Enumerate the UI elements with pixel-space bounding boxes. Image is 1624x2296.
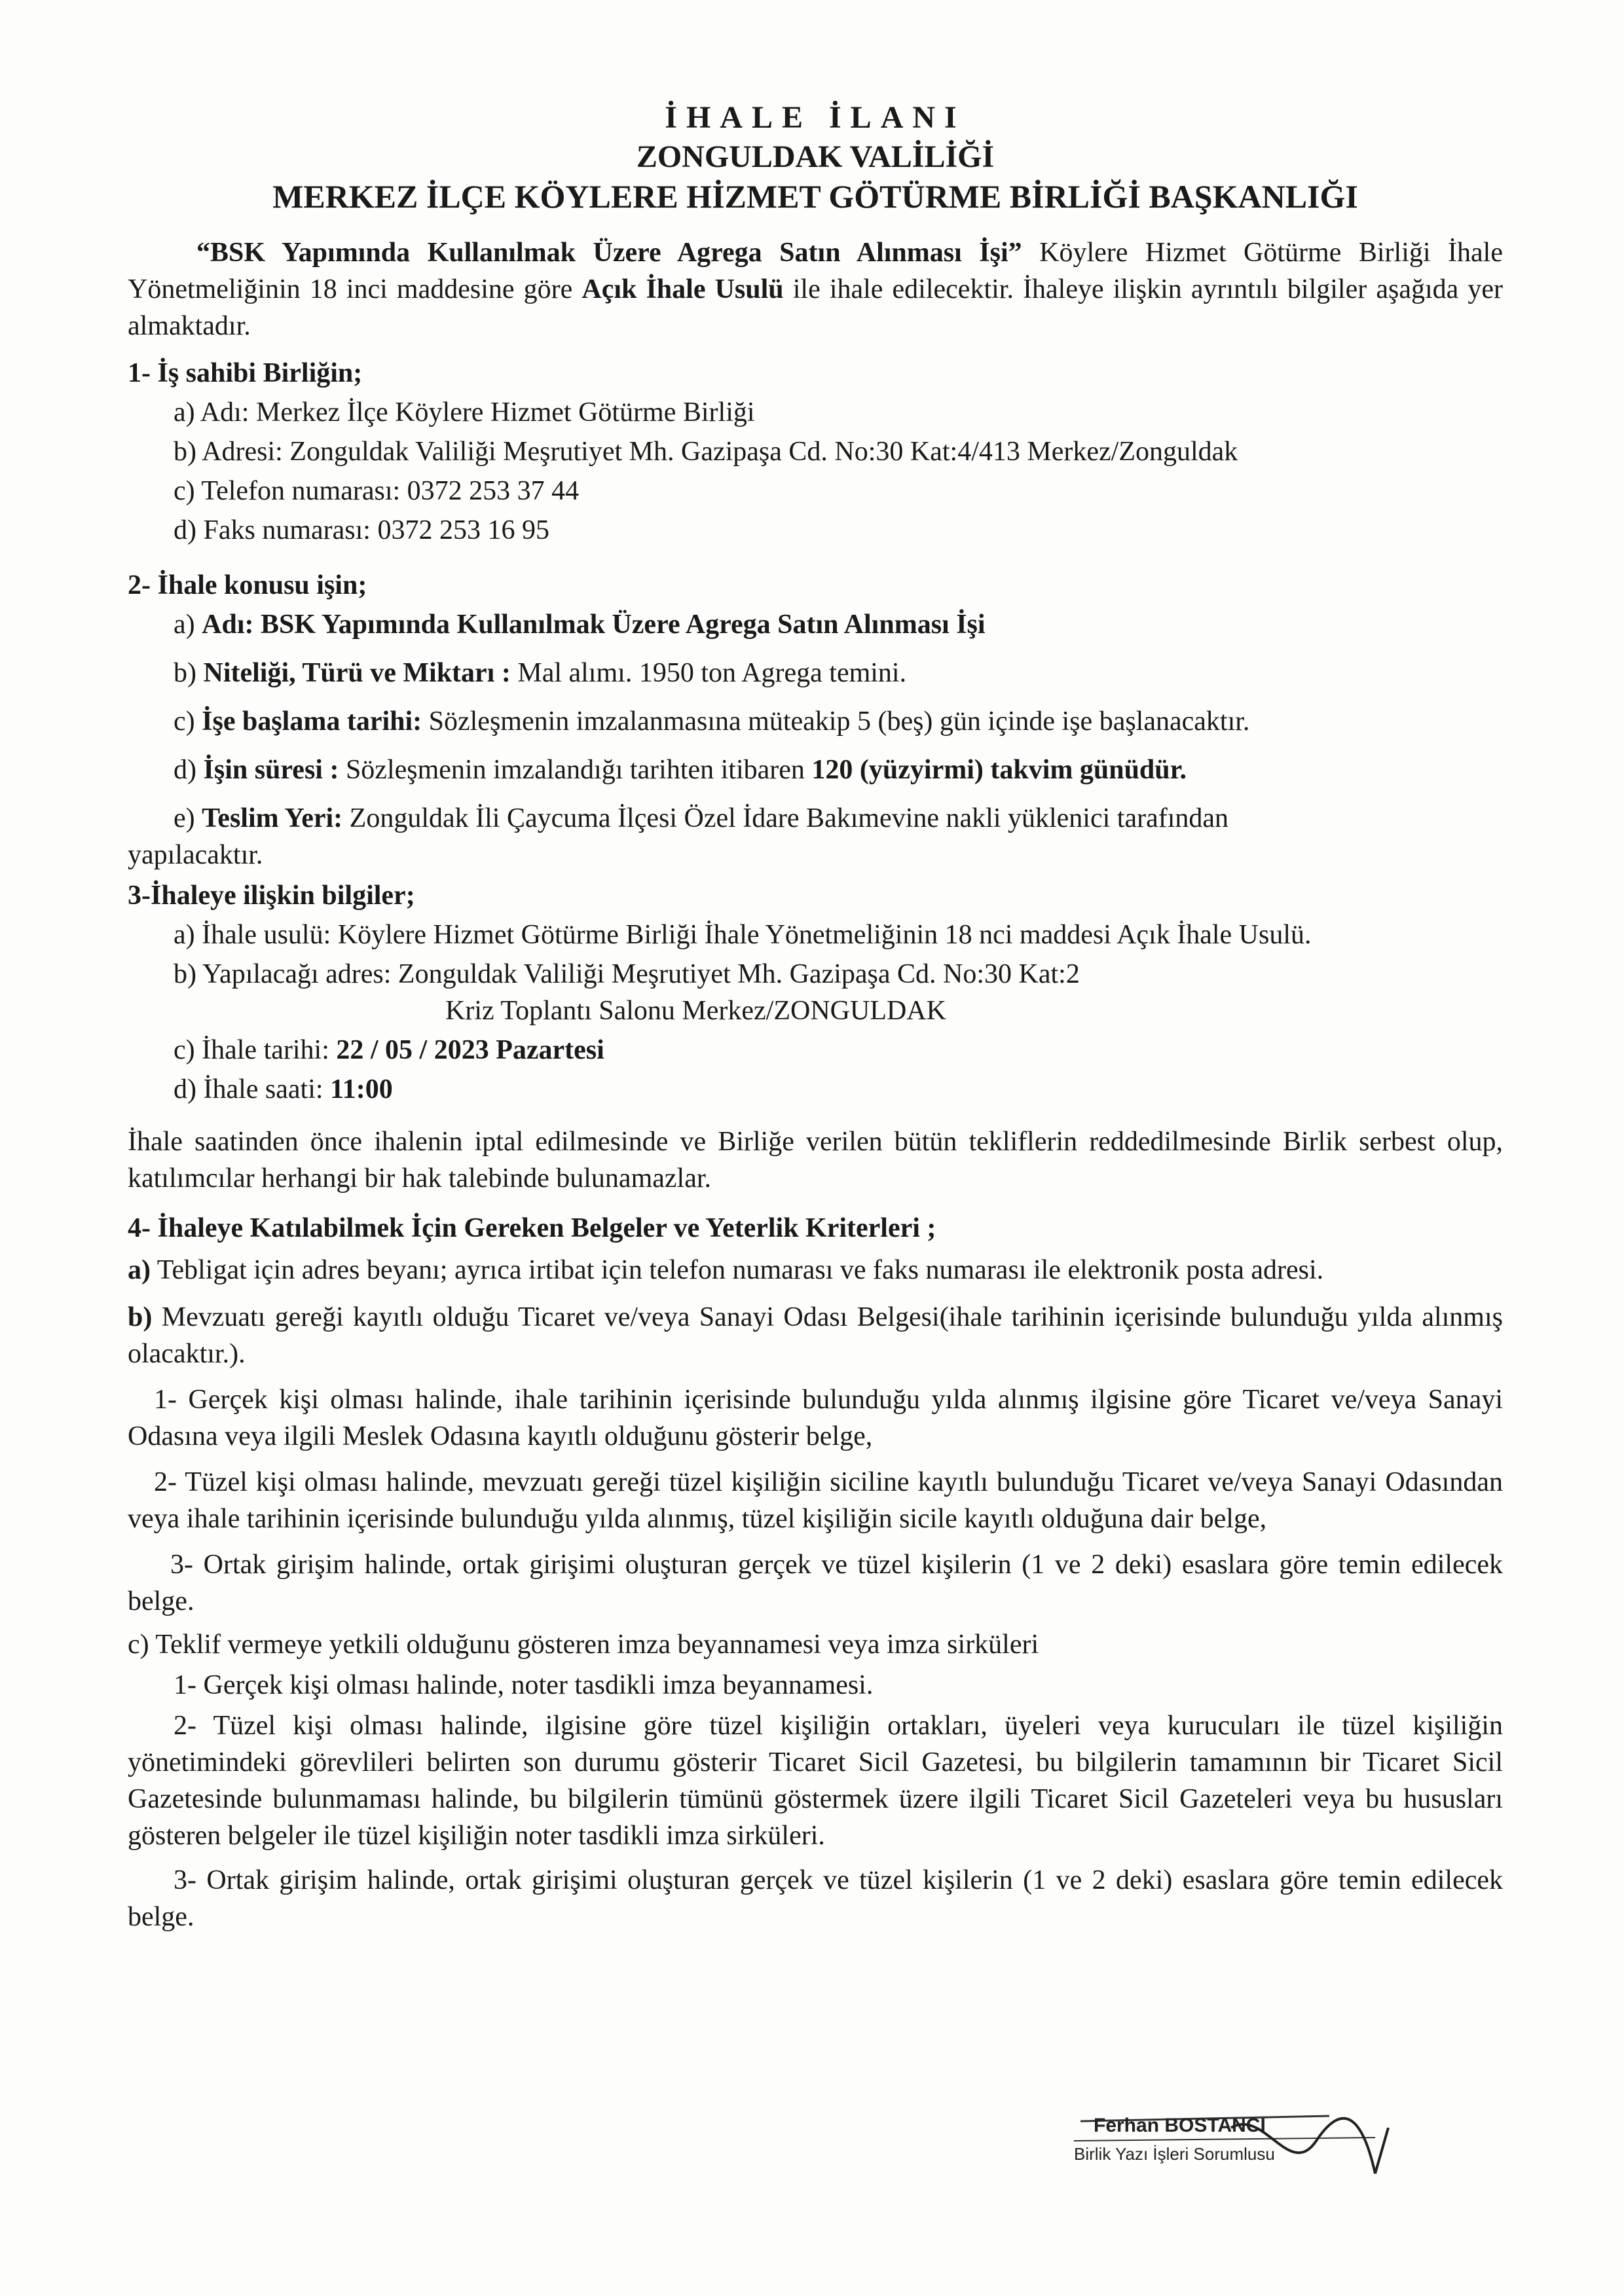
section-1-item-b: b) Adresi: Zonguldak Valiliği Meşrutiyet Mh. Gazipaşa Cd. No:30 Kat:4/413 Merkez/Zonguldak — [174, 437, 1238, 467]
section-3-c-label: c) İhale tarihi: — [174, 1035, 337, 1065]
section-2-d-label: İşin süresi : — [203, 755, 339, 785]
section-2-b-value: Mal alımı. 1950 ton Agrega temini. — [510, 658, 907, 688]
section-2-e-prefix: e) — [174, 803, 202, 833]
section-4-b-sub-1: 1- Gerçek kişi olması halinde, ihale tarihinin içerisinde bulunduğu yılda alınmış ilgisine göre Ticaret ve/veya Sanayi Odasına veya ilgili Meslek Odasına kayıtlı olduğunu gösterir belge, — [128, 1385, 1503, 1451]
section-2-item-a — [128, 606, 1503, 643]
section-4-b-sub-2: 2- Tüzel kişi olması halinde, mevzuatı gereği tüzel kişiliğin siciline kayıtlı bulunduğu Ticaret ve/veya Sanayi Odasından veya ihale tarihinin içerisinde bulunduğu yılda alınmış, tüzel kişiliğin sicile kayıtlı olduğuna dair belge, — [128, 1467, 1503, 1534]
intro-method: Açık İhale Usulü — [581, 274, 784, 304]
header-governorship: ZONGULDAK VALİLİĞİ — [636, 139, 995, 174]
section-1-item-c: c) Telefon numarası: 0372 253 37 44 — [174, 476, 580, 506]
section-2-item-c — [128, 703, 1503, 740]
section-3-item-d — [128, 1071, 1503, 1108]
section-4-item-b — [128, 1299, 1503, 1372]
section-2-c-label: İşe başlama tarihi: — [202, 706, 422, 737]
section-3-item-a: a) İhale usulü: Köylere Hizmet Götürme Birliği İhale Yönetmeliğinin 18 nci maddesi Açık İhale Usulü. — [174, 920, 1312, 950]
section-4-title: 4- İhaleye Katılabilmek İçin Gereken Belgeler ve Yeterlik Kriterleri ; — [128, 1213, 936, 1243]
section-3-d-label: d) İhale saati: — [174, 1074, 331, 1104]
section-4-item-a — [128, 1252, 1503, 1288]
intro-paragraph — [128, 234, 1503, 344]
section-2-a-name: Adı: BSK Yapımında Kullanılmak Üzere Agrega Satın Alınması İşi — [202, 610, 986, 640]
section-1-title: 1- İş sahibi Birliğin; — [128, 358, 363, 388]
signer-name: Ferhan BOSTANCI — [1094, 2115, 1266, 2136]
section-4-a-label: a) — [128, 1255, 151, 1285]
section-2-item-b — [128, 655, 1503, 691]
section-1-item-a: a) Adı: Merkez İlçe Köylere Hizmet Götürme Birliği — [174, 397, 755, 428]
section-2-c-prefix: c) — [174, 706, 202, 737]
signer-title: Birlik Yazı İşleri Sorumlusu — [1074, 2144, 1275, 2164]
section-4-c-sub-2: 2- Tüzel kişi olması halinde, ilgisine göre tüzel kişiliğin ortakları, üyeleri veya kurucuları ile tüzel kişiliğin yönetimindeki görevlileri belirten son durumu gösterir Ticaret Sicil Gazetesi, bu bilgilerin tamamının bir Ticaret Sicil Gazetesinde bulunmaması halinde, bu bilgilerin tümünü göstermek üzere ilgili Ticaret Sicil Gazeteleri veya bu hususları gösteren belgeler ile tüzel kişiliğin noter tasdikli imza sirküleri. — [128, 1711, 1503, 1851]
section-4-c-sub-1: 1- Gerçek kişi olması halinde, noter tasdikli imza beyannamesi. — [174, 1670, 874, 1700]
tender-time: 11:00 — [330, 1074, 393, 1104]
section-4-item-c: c) Teklif vermeye yetkili olduğunu gösteren imza beyannamesi veya imza sirküleri — [128, 1630, 1039, 1660]
header-title: İHALE İLANI — [665, 100, 966, 135]
cancellation-note: İhale saatinden önce ihalenin iptal edilmesinde ve Birliğe verilen bütün tekliflerin reddedilmesinde Birlik serbest olup, katılımcılar herhangi bir hak talebinde bulunamazlar. — [128, 1127, 1503, 1194]
intro-text-1: Köylere Hizmet Götürme Birliği İhale Yönetmeliğinin 18 inci maddesine göre — [128, 238, 1503, 304]
section-4-a-text: Tebligat için adres beyanı; ayrıca irtibat için telefon numarası ve faks numarası ile elektronik posta adresi. — [151, 1255, 1324, 1285]
section-2-item-d — [128, 752, 1503, 788]
header-union: MERKEZ İLÇE KÖYLERE HİZMET GÖTÜRME BİRLİĞİ BAŞKANLIĞI — [272, 178, 1358, 215]
section-2-a-prefix: a) — [174, 610, 202, 640]
section-2-b-label: Niteliği, Türü ve Miktarı : — [203, 658, 511, 688]
section-2-e-label: Teslim Yeri: — [202, 803, 343, 833]
section-3-item-b: b) Yapılacağı adres: Zonguldak Valiliği Meşrutiyet Mh. Gazipaşa Cd. No:30 Kat:2 — [174, 959, 1080, 989]
intro-text-2: ile ihale edilecektir. İhaleye ilişkin ayrıntılı bilgiler aşağıda yer almaktadır. — [128, 274, 1504, 341]
section-2-e-continued: yapılacaktır. — [128, 840, 263, 870]
signature-block — [1067, 2102, 1408, 2187]
section-1-item-d: d) Faks numarası: 0372 253 16 95 — [174, 515, 549, 545]
section-2-d-duration: 120 (yüzyirmi) takvim günüdür. — [811, 755, 1187, 785]
section-2-title: 2- İhale konusu işin; — [128, 570, 367, 600]
section-3-item-b-continued: Kriz Toplantı Salonu Merkez/ZONGULDAK — [445, 996, 946, 1026]
section-2-item-e — [128, 800, 1503, 837]
section-4-b-sub-3: 3- Ortak girişim halinde, ortak girişimi oluşturan gerçek ve tüzel kişilerin (1 ve 2 deki) esaslara göre temin edilecek belge. — [128, 1550, 1503, 1616]
section-3-title: 3-İhaleye ilişkin bilgiler; — [128, 881, 415, 911]
section-2-d-prefix: d) — [174, 755, 204, 785]
section-3-item-c — [128, 1032, 1503, 1068]
intro-title: “BSK Yapımında Kullanılmak Üzere Agrega Satın Alınması İşi” — [196, 238, 1022, 268]
section-2-e-value: Zonguldak İli Çaycuma İlçesi Özel İdare Bakımevine nakli yüklenici tarafından — [342, 803, 1229, 833]
section-2-b-prefix: b) — [174, 658, 204, 688]
tender-date: 22 / 05 / 2023 Pazartesi — [336, 1035, 604, 1065]
section-2-d-value: Sözleşmenin imzalandığı tarihten itibaren — [339, 755, 812, 785]
section-4-c-sub-3: 3- Ortak girişim halinde, ortak girişimi oluşturan gerçek ve tüzel kişilerin (1 ve 2 deki) esaslara göre temin edilecek belge. — [128, 1865, 1503, 1932]
section-4-b-label: b) — [128, 1302, 153, 1332]
document-header — [128, 98, 1503, 216]
section-2-c-value: Sözleşmenin imzalanmasına müteakip 5 (beş) gün içinde işe başlanacaktır. — [422, 706, 1250, 737]
section-4-b-text: Mevzuatı gereği kayıtlı olduğu Ticaret ve/veya Sanayi Odası Belgesi(ihale tarihinin içerisinde bulunduğu yılda alınmış olacaktır.). — [128, 1302, 1503, 1369]
document-body — [128, 98, 1503, 1935]
